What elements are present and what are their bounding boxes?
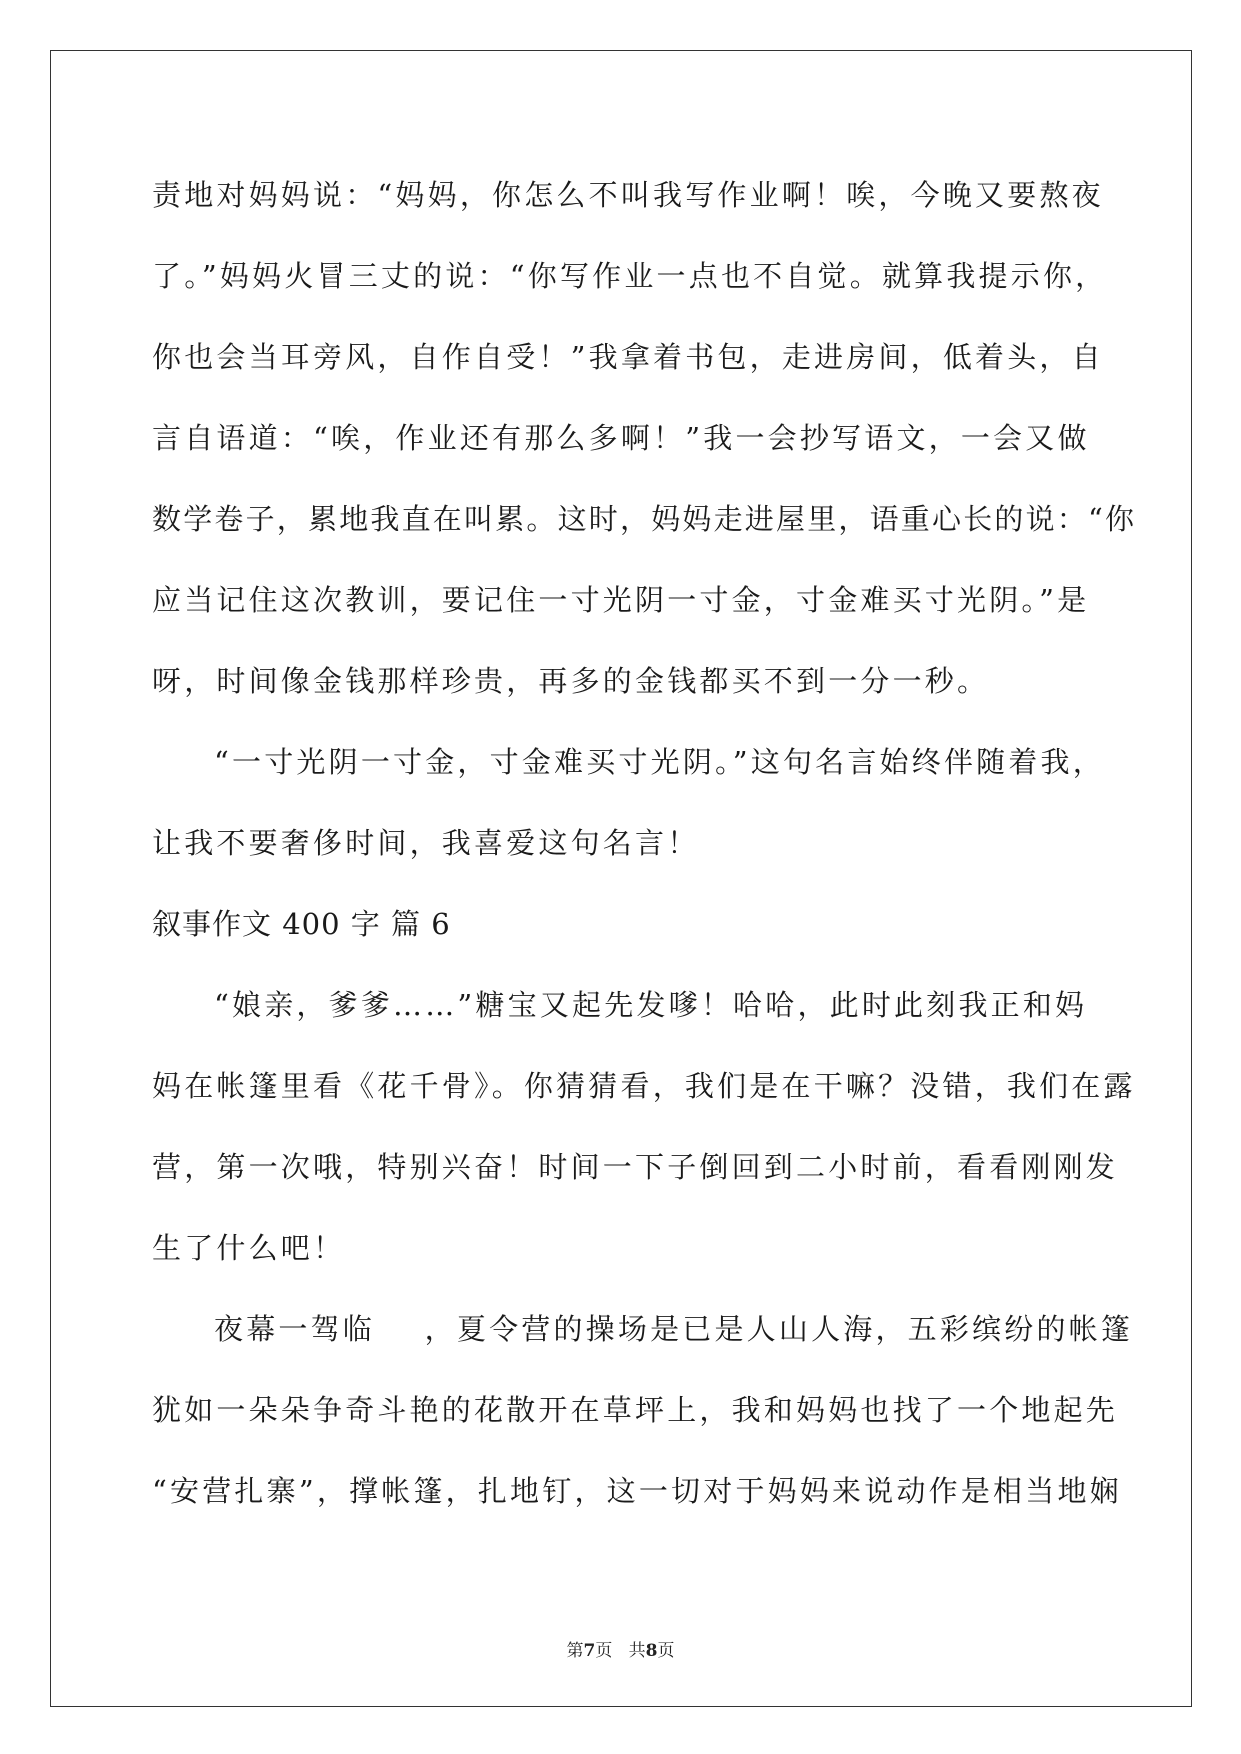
text-line: 夜幕一驾临 ，夏令营的操场是已是人山人海，五彩缤纷的帐篷 bbox=[214, 1312, 1134, 1346]
text-line: 让我不要奢侈时间，我喜爱这句名言！ bbox=[152, 826, 700, 860]
text-line: 生了什么吧！ bbox=[152, 1231, 346, 1265]
text-line: “娘亲，爹爹……”糖宝又起先发嗲！哈哈，此时此刻我正和妈 bbox=[214, 988, 1088, 1022]
text-line: 妈在帐篷里看《花千骨》。你猜猜看，我们是在干嘛？没错，我们在露 bbox=[152, 1069, 1136, 1103]
footer-middle: 页 共 bbox=[595, 1641, 646, 1661]
text-line: 了。”妈妈火冒三丈的说：“你写作业一点也不自觉。就算我提示你， bbox=[152, 259, 1108, 293]
text-line: 犹如一朵朵争奇斗艳的花散开在草坪上，我和妈妈也找了一个地起先 bbox=[152, 1393, 1119, 1427]
text-line: 你也会当耳旁风，自作自受！”我拿着书包，走进房间，低着头，自 bbox=[152, 340, 1104, 374]
text-line: 数学卷子，累地我直在叫累。这时，妈妈走进屋里，语重心长的说：“你 bbox=[152, 502, 1137, 536]
text-line: “一寸光阴一寸金，寸金难买寸光阴。”这句名言始终伴随着我， bbox=[214, 745, 1105, 779]
text-line: 责地对妈妈说：“妈妈，你怎么不叫我写作业啊！唉，今晚又要熬夜 bbox=[152, 178, 1104, 212]
document-body bbox=[152, 155, 1137, 1532]
current-page-number: 7 bbox=[583, 1641, 596, 1661]
footer-prefix: 第 bbox=[566, 1641, 584, 1661]
page-footer bbox=[0, 1636, 1241, 1661]
section-heading: 叙事作文 400 字 篇 6 bbox=[152, 907, 451, 941]
text-line: 营，第一次哦，特别兴奋！时间一下子倒回到二小时前，看看刚刚发 bbox=[152, 1150, 1119, 1184]
text-line: “安营扎寨”，撑帐篷，扎地钉，这一切对于妈妈来说动作是相当地娴 bbox=[152, 1474, 1122, 1508]
total-page-number: 8 bbox=[645, 1641, 658, 1661]
footer-suffix: 页 bbox=[657, 1641, 675, 1661]
text-line: 呀，时间像金钱那样珍贵，再多的金钱都买不到一分一秒。 bbox=[152, 664, 990, 698]
text-line: 应当记住这次教训，要记住一寸光阴一寸金，寸金难买寸光阴。”是 bbox=[152, 583, 1090, 617]
text-line: 言自语道：“唉，作业还有那么多啊！”我一会抄写语文，一会又做 bbox=[152, 421, 1090, 455]
